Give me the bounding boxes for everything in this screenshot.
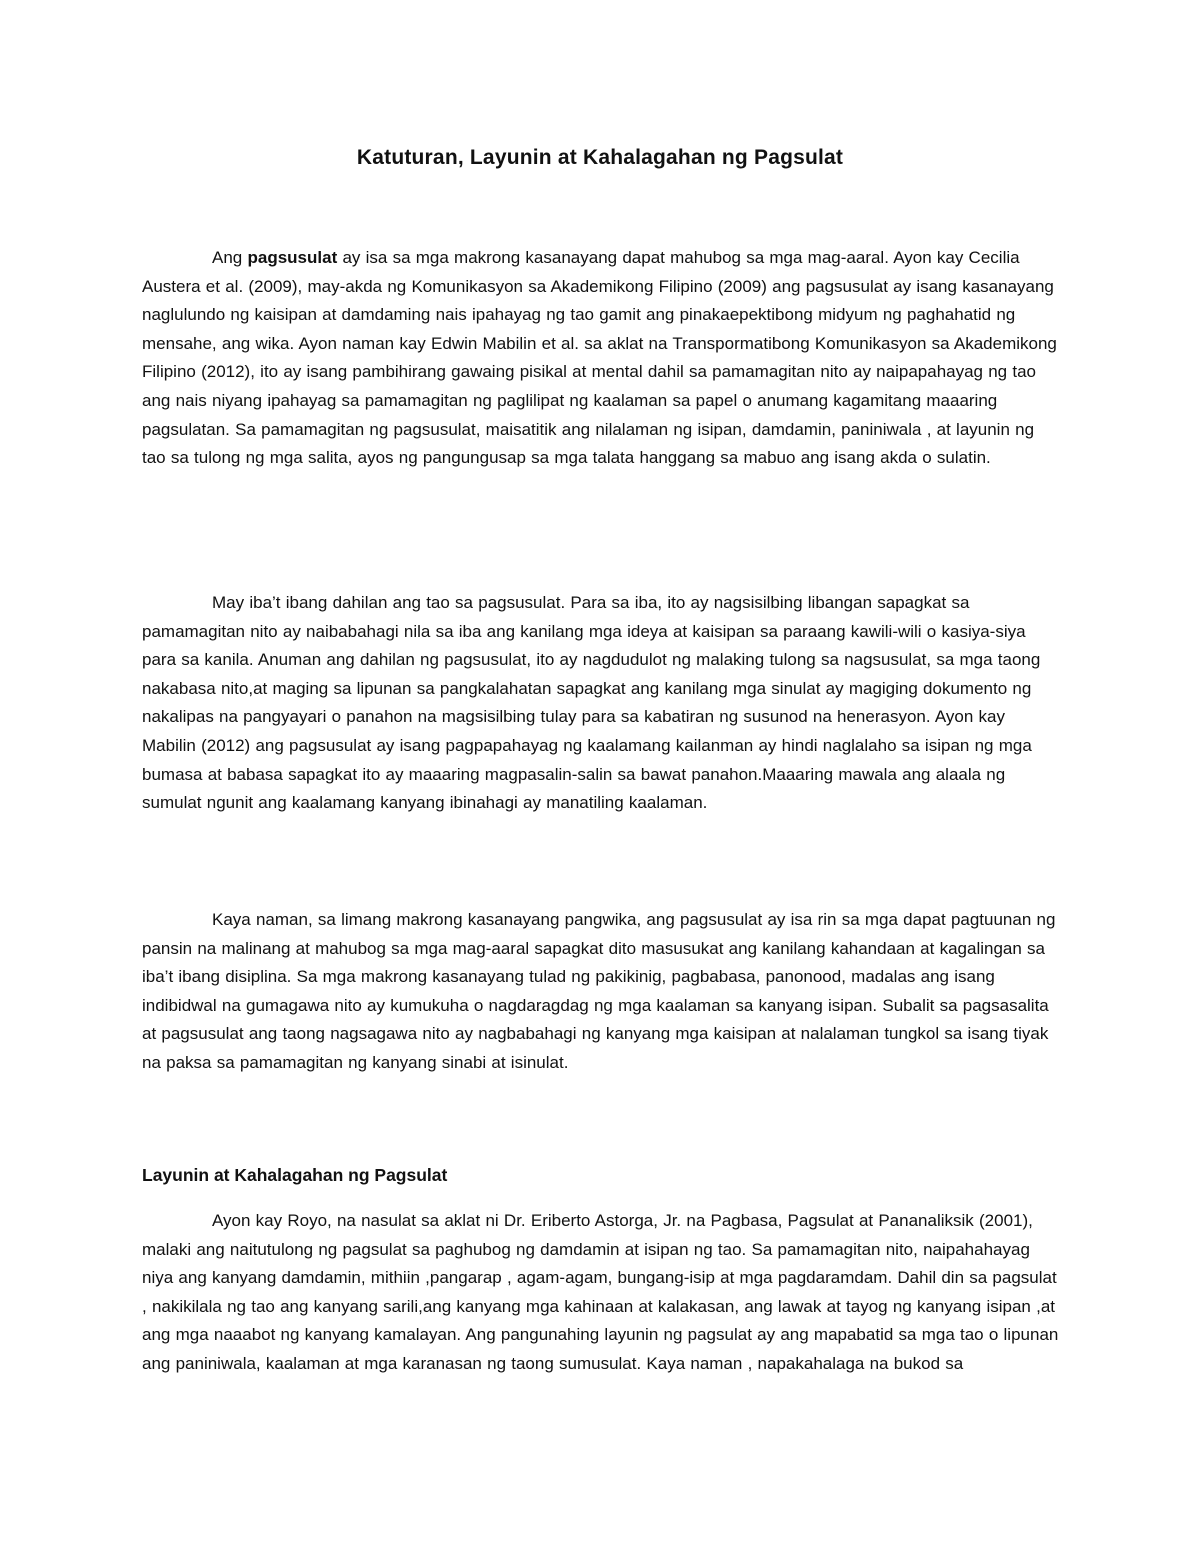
- paragraph-intro-body: ay isa sa mga makrong kasanayang dapat mahubog sa mga mag-aaral. Ayon kay Cecilia Austera et al. (2009), may-akda ng Komunikasyon sa Akademikong Filipino (2009) ang pagsusulat ay isang kasanayang naglulundo ng kaisipan at damdaming nais ipahayag ng tao gamit ang pinakaepektibong midyum ng paghahatid ng mensahe, ang wika. Ayon naman kay Edwin Mabilin et al. sa aklat na Transpormatibong Komunikasyon sa Akademikong Filipino (2012), ito ay isang pambihirang gawaing pisikal at mental dahil sa pamamagitan nito ay naipapahayag ng tao ang nais niyang ipahayag sa pamamagitan ng paglilipat ng kaalaman sa papel o anumang kagamitang maaaring pagsulatan. Sa pamamagitan ng pagsusulat, maisatitik ang nilalaman ng isipan, damdamin, paniniwala , at layunin ng tao sa tulong ng mga salita, ayos ng pangungusap sa mga talata hanggang sa mabuo ang isang akda o sulatin.: [142, 248, 1057, 468]
- document-title: Katuturan, Layunin at Kahalagahan ng Pagsulat: [356, 146, 844, 169]
- paragraph-intro: [142, 244, 1062, 473]
- bold-term-pagsusulat: pagsusulat: [247, 248, 338, 267]
- paragraph-royo: Ayon kay Royo, na nasulat sa aklat ni Dr. Eriberto Astorga, Jr. na Pagbasa, Pagsulat at Pananaliksik (2001), malaki ang naitutulong ng pagsulat sa paghubog ng damdamin at isipan ng tao. Sa pamamagitan nito, naipahahayag niya ang kanyang damdamin, mithiin ,pangarap , agam-agam, bungang-isip at mga pagdaramdam. Dahil din sa pagsulat , nakikilala ng tao ang kanyang sarili,ang kanyang mga kahinaan at kalakasan, ang lawak at tayog ng kanyang isipan ,at ang mga naaabot ng kanyang kamalayan. Ang pangunahing layunin ng pagsulat ay ang mapabatid sa mga tao o lipunan ang paniniwala, kaalaman at mga karanasan ng taong sumusulat. Kaya naman , napakahalaga na bukod sa: [142, 1211, 1059, 1373]
- section-heading: Layunin at Kahalagahan ng Pagsulat: [142, 1165, 448, 1185]
- paragraph-reasons: May iba’t ibang dahilan ang tao sa pagsusulat. Para sa iba, ito ay nagsisilbing libangan sapagkat sa pamamagitan nito ay naibabahagi nila sa iba ang kanilang mga ideya at kaisipan sa paraang kawili-wili o kasiya-siya para sa kanila. Anuman ang dahilan ng pagsusulat, ito ay nagdudulot ng malaking tulong sa nagsusulat, sa mga taong nakabasa nito,at maging sa lipunan sa pangkalahatan sapagkat ang kanilang mga sinulat ay magiging dokumento ng nakalipas na pangyayari o panahon na magsisilbing tulay para sa kabatiran ng susunod na henerasyon. Ayon kay Mabilin (2012) ang pagsusulat ay isang pagpapahayag ng kaalamang kailanman ay hindi naglalaho sa isipan ng mga bumasa at babasa sapagkat ito ay maaaring magpasalin-salin sa bawat panahon.Maaaring mawala ang alaala ng sumulat ngunit ang kaalamang kanyang ibinahagi ay manatiling kaalaman.: [142, 593, 1041, 813]
- paragraph-macro-skills: Kaya naman, sa limang makrong kasanayang pangwika, ang pagsusulat ay isa rin sa mga dapat pagtuunan ng pansin na malinang at mahubog sa mga mag-aaral sapagkat dito masusukat ang kanilang kahandaan at kagalingan sa iba’t ibang disiplina. Sa mga makrong kasanayang tulad ng pakikinig, pagbabasa, panonood, madalas ang isang indibidwal na gumagawa nito ay kumukuha o nagdaragdag ng mga kaalaman sa kanyang isipan. Subalit sa pagsasalita at pagsusulat ang taong nagsagawa nito ay nagbabahagi ng kanyang mga kaisipan at nalalaman tungkol sa isang tiyak na paksa sa pamamagitan ng kanyang sinabi at isinulat.: [142, 910, 1056, 1072]
- paragraph-intro-lead: Ang: [212, 248, 248, 267]
